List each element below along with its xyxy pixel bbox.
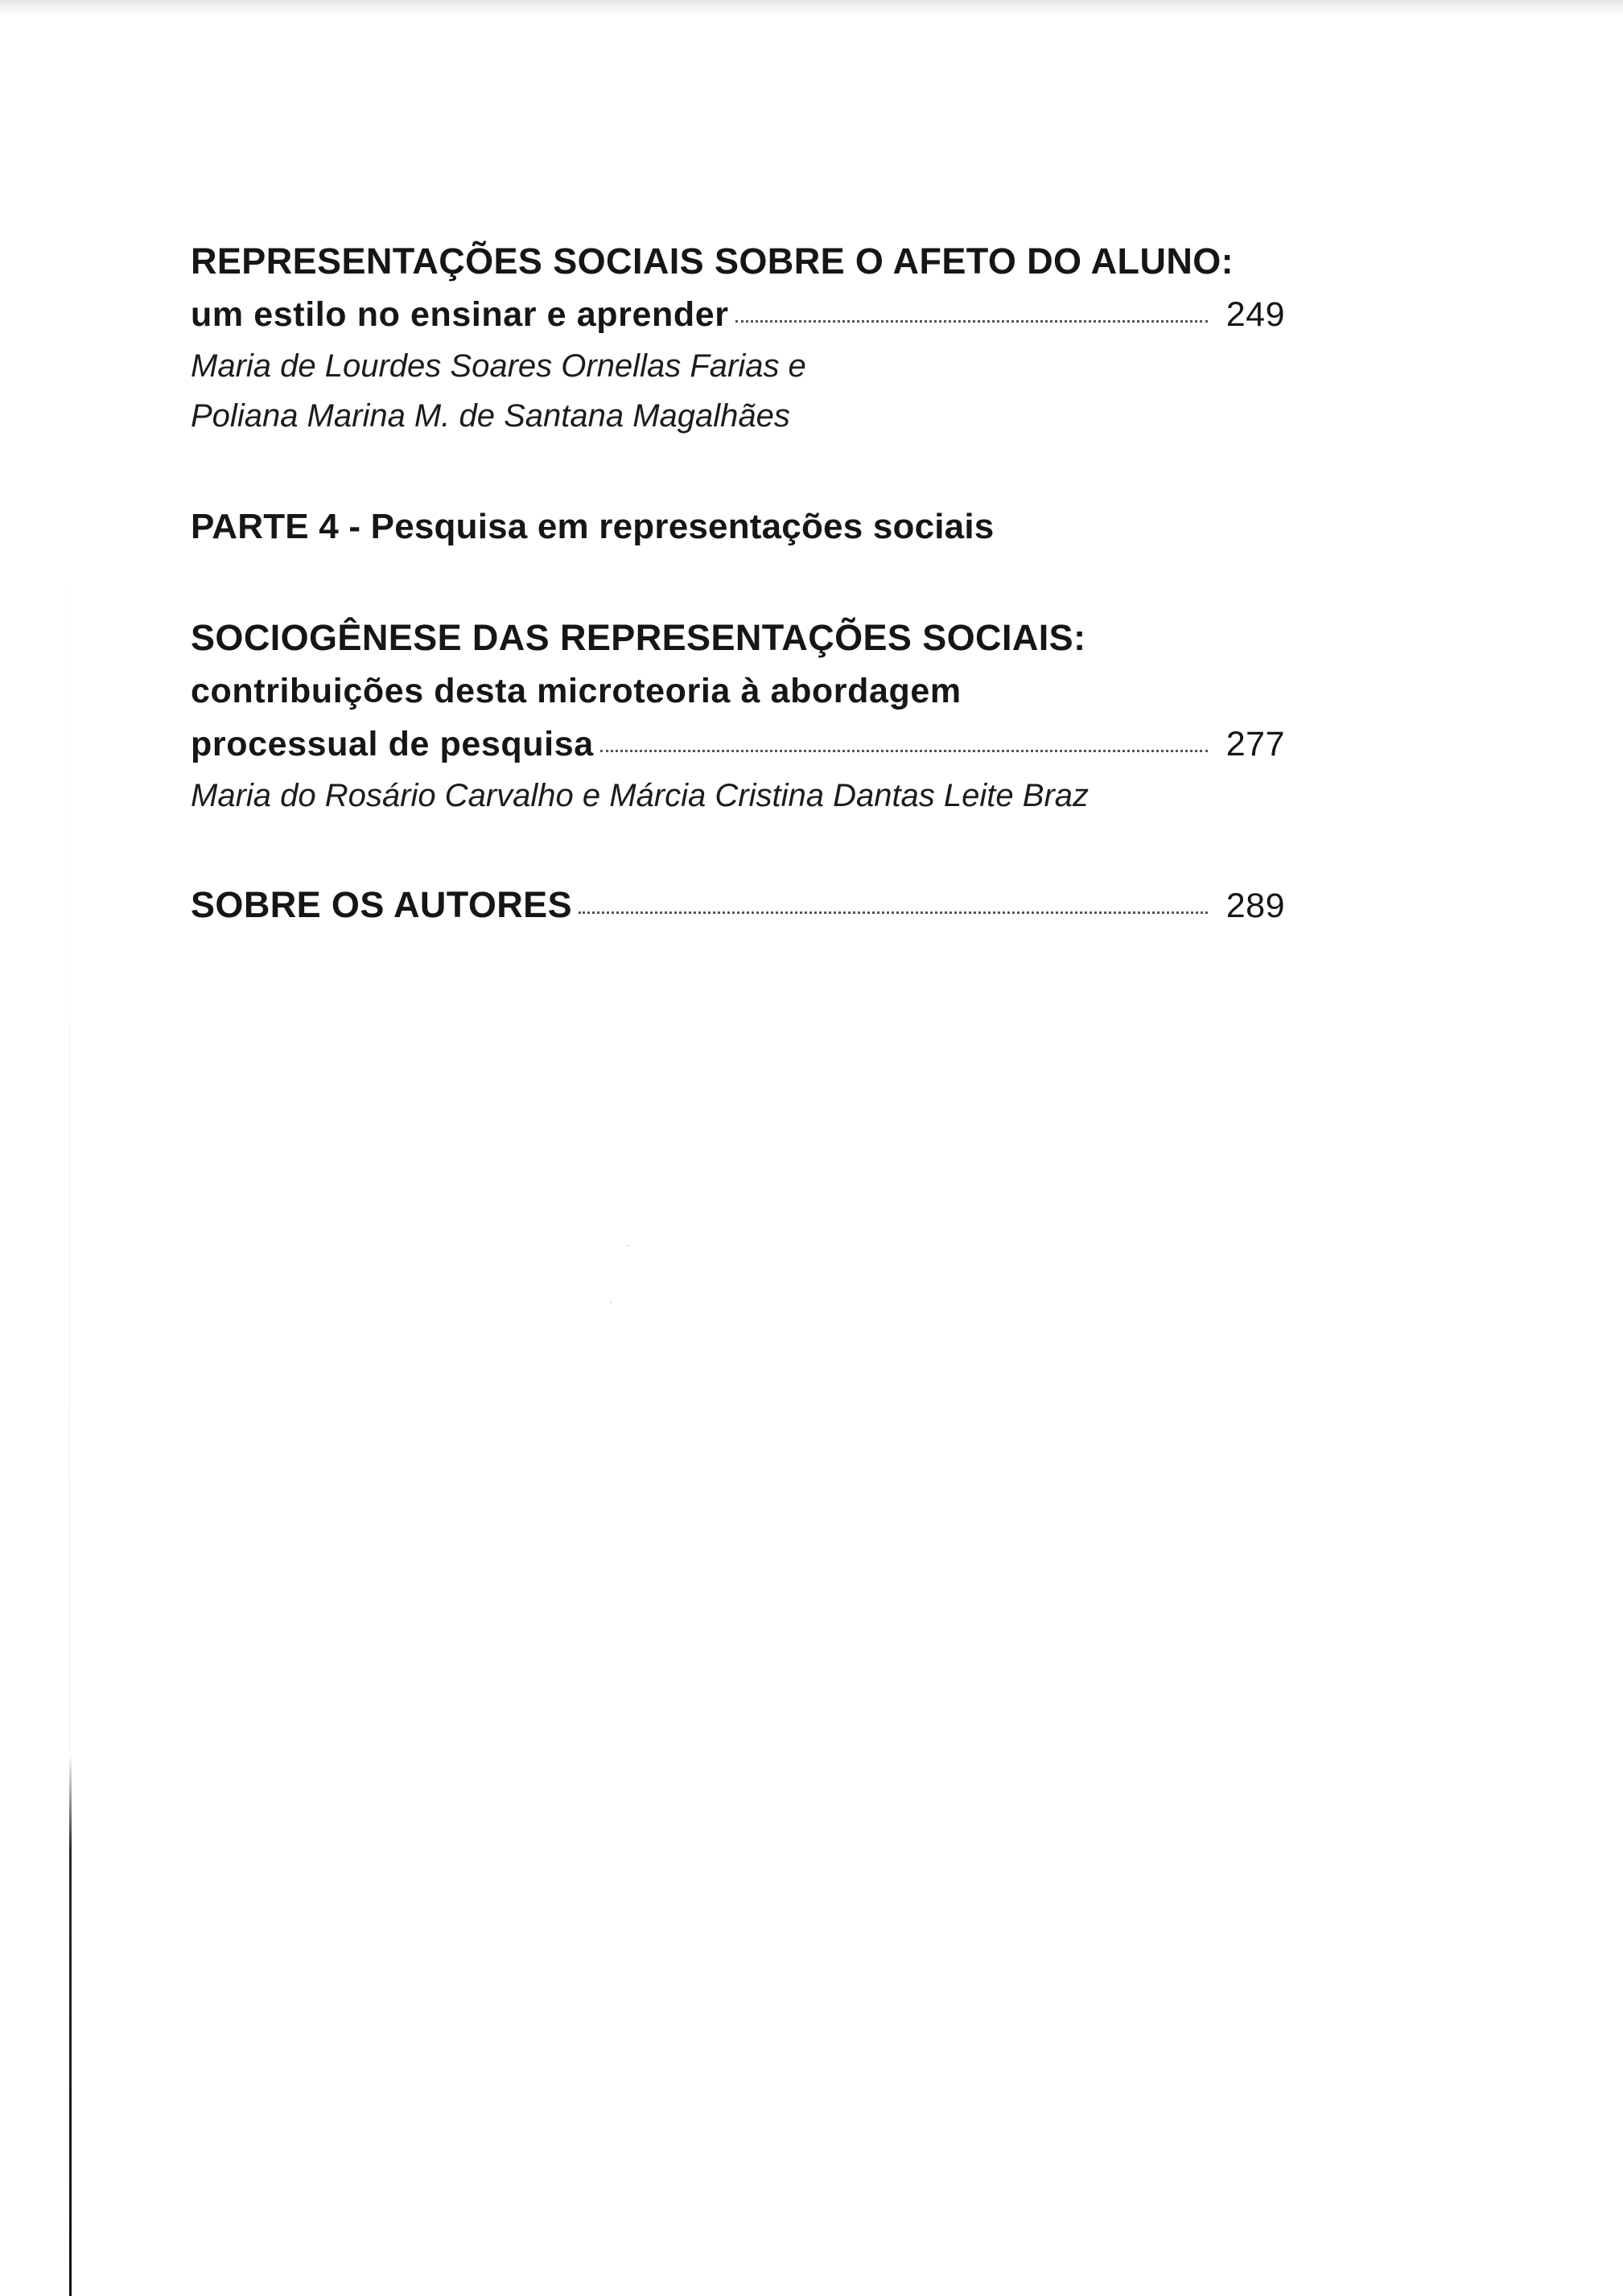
scan-speck	[610, 1302, 612, 1303]
page-number: 289	[1225, 887, 1285, 925]
entry-title-line: SOCIOGÊNESE DAS REPRESENTAÇÕES SOCIAIS:	[191, 617, 1086, 658]
toc-entry-afeto-do-aluno	[191, 235, 1285, 441]
part-heading: PARTE 4 - Pesquisa em representações sociais	[191, 507, 995, 546]
entry-title-with-page	[191, 288, 1285, 341]
entry-title-line: um estilo no ensinar e aprender	[191, 295, 729, 334]
scan-left-shadow	[69, 483, 70, 1754]
entry-title-line: contribuições desta microteoria à abordagem	[191, 672, 962, 710]
entry-title-line: processual de pesquisa	[191, 725, 594, 763]
dot-leader	[579, 911, 1208, 914]
entry-title-line: SOBRE OS AUTORES	[191, 884, 572, 925]
entry-title-with-page	[191, 718, 1285, 771]
page-number: 249	[1225, 295, 1285, 334]
entry-authors: Maria de Lourdes Soares Ornellas Farias e	[191, 348, 806, 384]
toc-entry-sobre-os-autores	[191, 878, 1285, 932]
page-number: 277	[1225, 725, 1285, 763]
scan-binding-edge	[69, 1754, 72, 2296]
dot-leader	[600, 749, 1208, 752]
entry-authors: Poliana Marina M. de Santana Magalhães	[191, 398, 790, 434]
dot-leader	[735, 319, 1208, 323]
entry-title-line: REPRESENTAÇÕES SOCIAIS SOBRE O AFETO DO ALUNO:	[191, 241, 1234, 282]
entry-authors: Maria do Rosário Carvalho e Márcia Cristina Dantas Leite Braz	[191, 778, 1090, 813]
scan-top-edge	[0, 0, 1623, 18]
toc-entry-sociogenese	[191, 611, 1285, 821]
entry-title-with-page	[191, 878, 1285, 932]
scan-speck	[628, 1245, 629, 1247]
